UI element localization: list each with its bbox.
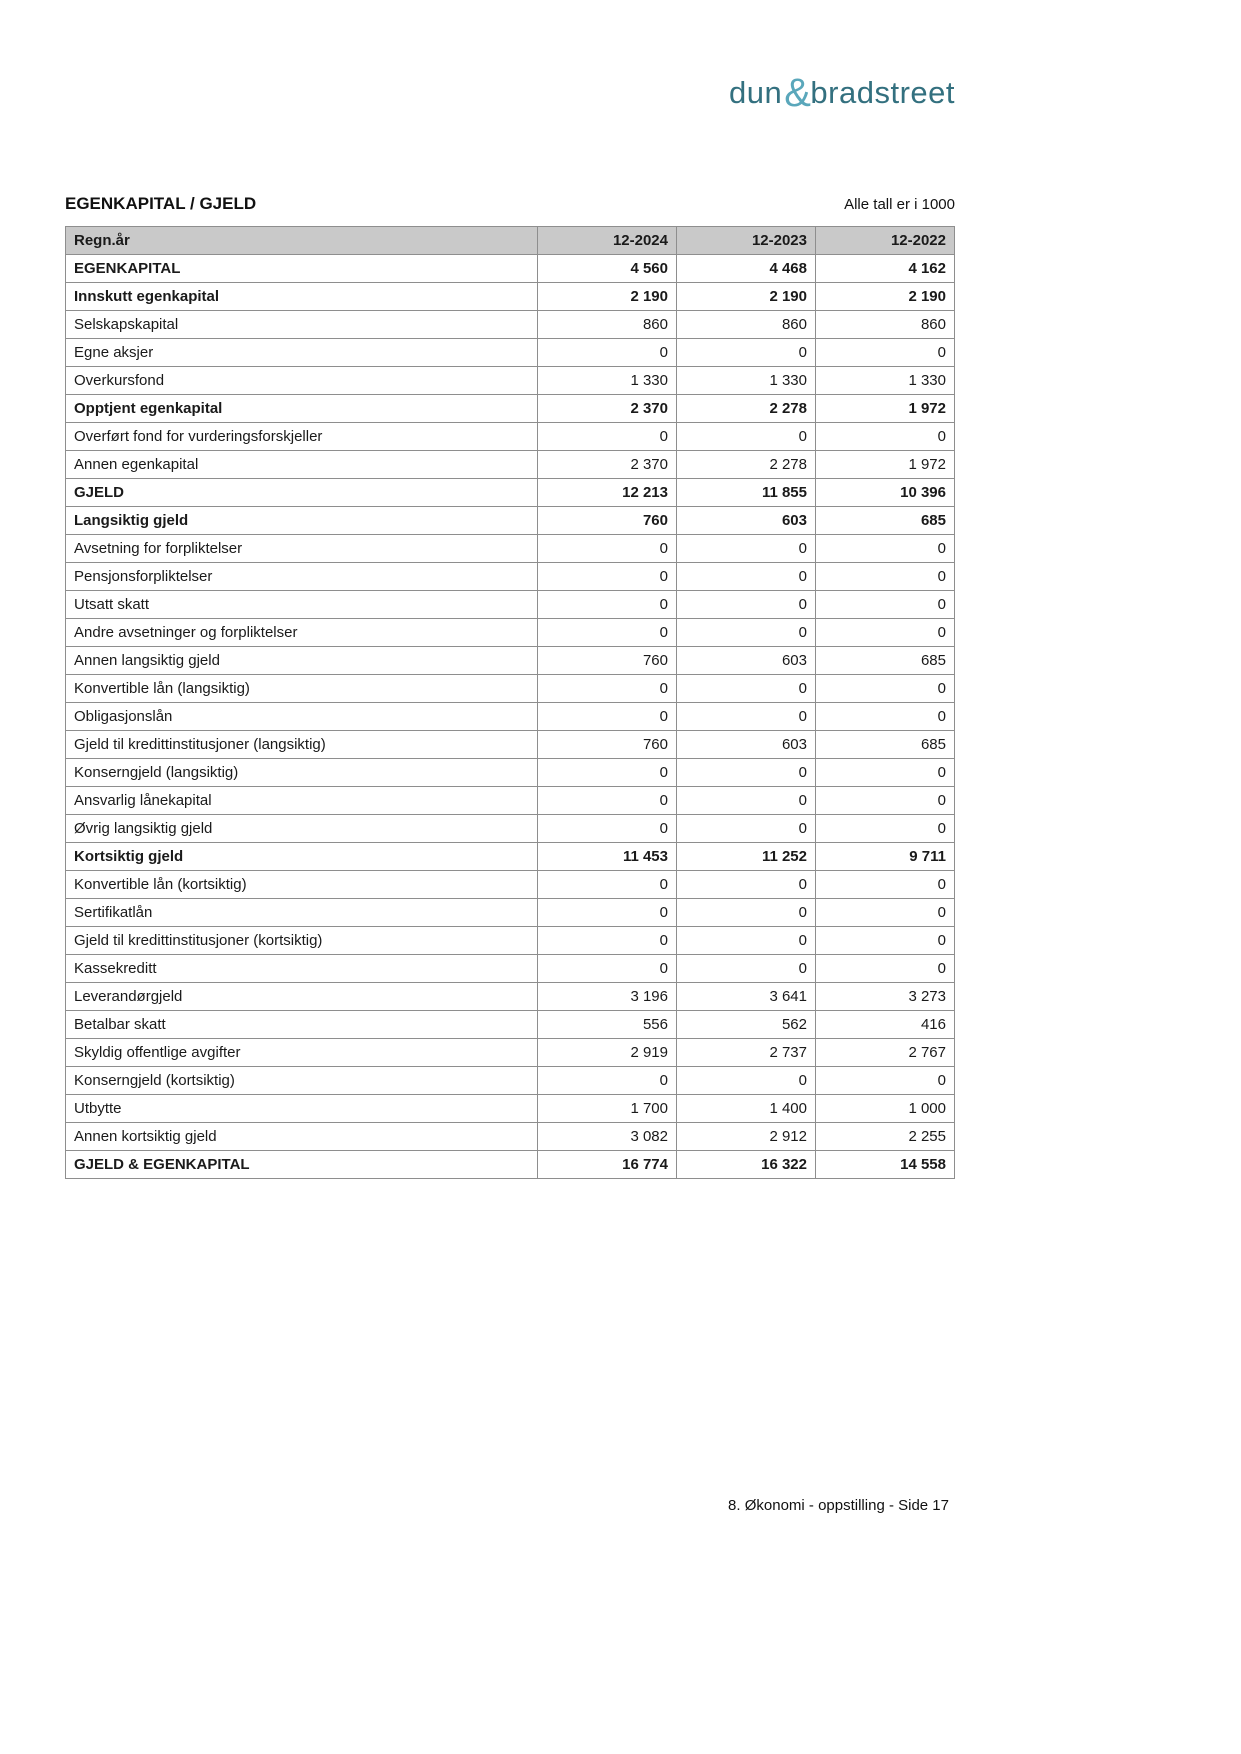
- row-label: Overkursfond: [66, 367, 538, 395]
- row-value: 0: [538, 955, 677, 983]
- table-row: [66, 591, 955, 619]
- row-value: 4 560: [538, 255, 677, 283]
- row-value: 0: [816, 423, 955, 451]
- logo-word-dun: dun: [729, 75, 783, 110]
- row-value: 0: [816, 871, 955, 899]
- row-label: Gjeld til kredittinstitusjoner (kortsiktig): [66, 927, 538, 955]
- table-row: [66, 479, 955, 507]
- row-label: GJELD & EGENKAPITAL: [66, 1151, 538, 1179]
- row-value: 0: [538, 675, 677, 703]
- row-value: 0: [538, 927, 677, 955]
- row-label: Sertifikatlån: [66, 899, 538, 927]
- table-row: [66, 983, 955, 1011]
- logo-ampersand-icon: &: [784, 71, 812, 115]
- page-footer: 8. Økonomi - oppstilling - Side 17: [728, 1497, 949, 1514]
- row-value: 4 162: [816, 255, 955, 283]
- row-value: 0: [538, 563, 677, 591]
- row-value: 1 400: [677, 1095, 816, 1123]
- table-row: [66, 423, 955, 451]
- row-value: 1 972: [816, 451, 955, 479]
- row-value: 0: [538, 703, 677, 731]
- column-header-12-2023: 12-2023: [677, 227, 816, 255]
- table-row: [66, 507, 955, 535]
- table-row: [66, 1151, 955, 1179]
- row-label: Pensjonsforpliktelser: [66, 563, 538, 591]
- row-value: 1 700: [538, 1095, 677, 1123]
- row-value: 0: [677, 927, 816, 955]
- row-label: Avsetning for forpliktelser: [66, 535, 538, 563]
- row-value: 0: [677, 815, 816, 843]
- row-value: 0: [538, 871, 677, 899]
- row-value: 0: [816, 703, 955, 731]
- row-label: Innskutt egenkapital: [66, 283, 538, 311]
- row-value: 3 641: [677, 983, 816, 1011]
- row-label: EGENKAPITAL: [66, 255, 538, 283]
- row-value: 0: [816, 339, 955, 367]
- row-label: Øvrig langsiktig gjeld: [66, 815, 538, 843]
- row-label: Kassekreditt: [66, 955, 538, 983]
- row-value: 0: [677, 1067, 816, 1095]
- row-value: 2 190: [538, 283, 677, 311]
- row-value: 603: [677, 731, 816, 759]
- row-label: Opptjent egenkapital: [66, 395, 538, 423]
- balance-table-body: [66, 255, 955, 1179]
- row-value: 760: [538, 647, 677, 675]
- column-header-12-2024: 12-2024: [538, 227, 677, 255]
- row-value: 2 370: [538, 451, 677, 479]
- row-value: 0: [677, 759, 816, 787]
- table-row: [66, 843, 955, 871]
- row-value: 1 330: [538, 367, 677, 395]
- row-value: 2 767: [816, 1039, 955, 1067]
- table-row: [66, 367, 955, 395]
- row-value: 0: [677, 675, 816, 703]
- row-label: Konserngjeld (kortsiktig): [66, 1067, 538, 1095]
- row-label: Annen langsiktig gjeld: [66, 647, 538, 675]
- row-value: 1 000: [816, 1095, 955, 1123]
- row-value: 556: [538, 1011, 677, 1039]
- row-value: 0: [538, 619, 677, 647]
- row-value: 2 912: [677, 1123, 816, 1151]
- page-title: EGENKAPITAL / GJELD: [65, 194, 257, 213]
- row-value: 0: [816, 675, 955, 703]
- row-value: 0: [816, 1067, 955, 1095]
- row-value: 0: [538, 787, 677, 815]
- row-label: Andre avsetninger og forpliktelser: [66, 619, 538, 647]
- row-value: 0: [677, 535, 816, 563]
- row-value: 16 322: [677, 1151, 816, 1179]
- row-value: 0: [538, 339, 677, 367]
- row-value: 0: [677, 899, 816, 927]
- row-value: 2 190: [816, 283, 955, 311]
- table-header-row: [66, 227, 955, 255]
- row-value: 1 972: [816, 395, 955, 423]
- row-value: 860: [677, 311, 816, 339]
- logo-word-bradstreet: bradstreet: [810, 75, 955, 110]
- row-value: 11 855: [677, 479, 816, 507]
- row-value: 2 278: [677, 395, 816, 423]
- row-value: 2 919: [538, 1039, 677, 1067]
- table-row: [66, 1123, 955, 1151]
- table-row: [66, 1067, 955, 1095]
- row-label: Konserngjeld (langsiktig): [66, 759, 538, 787]
- row-value: 0: [677, 871, 816, 899]
- row-value: 562: [677, 1011, 816, 1039]
- row-label: Obligasjonslån: [66, 703, 538, 731]
- row-value: 11 252: [677, 843, 816, 871]
- row-value: 0: [538, 591, 677, 619]
- table-row: [66, 339, 955, 367]
- row-label: Egne aksjer: [66, 339, 538, 367]
- column-header-12-2022: 12-2022: [816, 227, 955, 255]
- row-value: 12 213: [538, 479, 677, 507]
- row-value: 685: [816, 647, 955, 675]
- table-row: [66, 787, 955, 815]
- row-label: Skyldig offentlige avgifter: [66, 1039, 538, 1067]
- row-value: 4 468: [677, 255, 816, 283]
- row-label: Betalbar skatt: [66, 1011, 538, 1039]
- table-row: [66, 647, 955, 675]
- row-value: 1 330: [816, 367, 955, 395]
- row-value: 9 711: [816, 843, 955, 871]
- row-label: Gjeld til kredittinstitusjoner (langsiktig): [66, 731, 538, 759]
- row-value: 603: [677, 647, 816, 675]
- table-row: [66, 703, 955, 731]
- row-value: 0: [816, 787, 955, 815]
- row-value: 0: [677, 619, 816, 647]
- table-row: [66, 1011, 955, 1039]
- row-label: Ansvarlig lånekapital: [66, 787, 538, 815]
- row-value: 0: [816, 563, 955, 591]
- table-row: [66, 955, 955, 983]
- row-label: Leverandørgjeld: [66, 983, 538, 1011]
- table-row: [66, 927, 955, 955]
- row-value: 0: [816, 759, 955, 787]
- row-value: 0: [816, 815, 955, 843]
- row-value: 0: [677, 787, 816, 815]
- table-row: [66, 759, 955, 787]
- row-value: 3 196: [538, 983, 677, 1011]
- row-value: 0: [538, 1067, 677, 1095]
- row-value: 1 330: [677, 367, 816, 395]
- row-value: 0: [816, 619, 955, 647]
- table-row: [66, 899, 955, 927]
- units-note: Alle tall er i 1000: [844, 196, 955, 213]
- row-value: 0: [538, 423, 677, 451]
- row-value: 0: [677, 339, 816, 367]
- row-label: Annen egenkapital: [66, 451, 538, 479]
- row-value: 2 278: [677, 451, 816, 479]
- balance-sheet-table: [65, 226, 955, 1179]
- table-row: [66, 815, 955, 843]
- row-label: Konvertible lån (kortsiktig): [66, 871, 538, 899]
- row-value: 416: [816, 1011, 955, 1039]
- row-value: 0: [538, 535, 677, 563]
- row-value: 11 453: [538, 843, 677, 871]
- row-label: Langsiktig gjeld: [66, 507, 538, 535]
- row-value: 10 396: [816, 479, 955, 507]
- table-row: [66, 871, 955, 899]
- table-row: [66, 1039, 955, 1067]
- row-label: Annen kortsiktig gjeld: [66, 1123, 538, 1151]
- row-value: 860: [816, 311, 955, 339]
- table-row: [66, 451, 955, 479]
- row-value: 0: [816, 535, 955, 563]
- row-label: Utbytte: [66, 1095, 538, 1123]
- table-row: [66, 283, 955, 311]
- row-value: 0: [816, 899, 955, 927]
- section-header: [65, 194, 955, 214]
- row-value: 0: [677, 955, 816, 983]
- dun-bradstreet-logo: [729, 70, 955, 115]
- row-value: 0: [816, 955, 955, 983]
- row-label: Utsatt skatt: [66, 591, 538, 619]
- row-value: 0: [538, 759, 677, 787]
- row-value: 0: [816, 591, 955, 619]
- row-value: 603: [677, 507, 816, 535]
- table-row: [66, 1095, 955, 1123]
- row-label: GJELD: [66, 479, 538, 507]
- row-value: 2 255: [816, 1123, 955, 1151]
- row-value: 0: [538, 815, 677, 843]
- table-row: [66, 619, 955, 647]
- row-value: 0: [538, 899, 677, 927]
- row-value: 0: [677, 563, 816, 591]
- row-value: 685: [816, 507, 955, 535]
- row-value: 2 737: [677, 1039, 816, 1067]
- row-value: 0: [816, 927, 955, 955]
- row-value: 14 558: [816, 1151, 955, 1179]
- table-row: [66, 731, 955, 759]
- row-value: 3 082: [538, 1123, 677, 1151]
- row-value: 2 190: [677, 283, 816, 311]
- row-value: 760: [538, 507, 677, 535]
- column-header-regnar: Regn.år: [66, 227, 538, 255]
- table-row: [66, 255, 955, 283]
- table-row: [66, 675, 955, 703]
- row-value: 685: [816, 731, 955, 759]
- table-row: [66, 563, 955, 591]
- table-row: [66, 395, 955, 423]
- row-value: 0: [677, 591, 816, 619]
- row-value: 2 370: [538, 395, 677, 423]
- row-value: 16 774: [538, 1151, 677, 1179]
- row-value: 0: [677, 703, 816, 731]
- row-value: 760: [538, 731, 677, 759]
- row-value: 0: [677, 423, 816, 451]
- row-label: Overført fond for vurderingsforskjeller: [66, 423, 538, 451]
- row-value: 860: [538, 311, 677, 339]
- row-label: Kortsiktig gjeld: [66, 843, 538, 871]
- table-row: [66, 311, 955, 339]
- table-row: [66, 535, 955, 563]
- row-label: Selskapskapital: [66, 311, 538, 339]
- row-value: 3 273: [816, 983, 955, 1011]
- row-label: Konvertible lån (langsiktig): [66, 675, 538, 703]
